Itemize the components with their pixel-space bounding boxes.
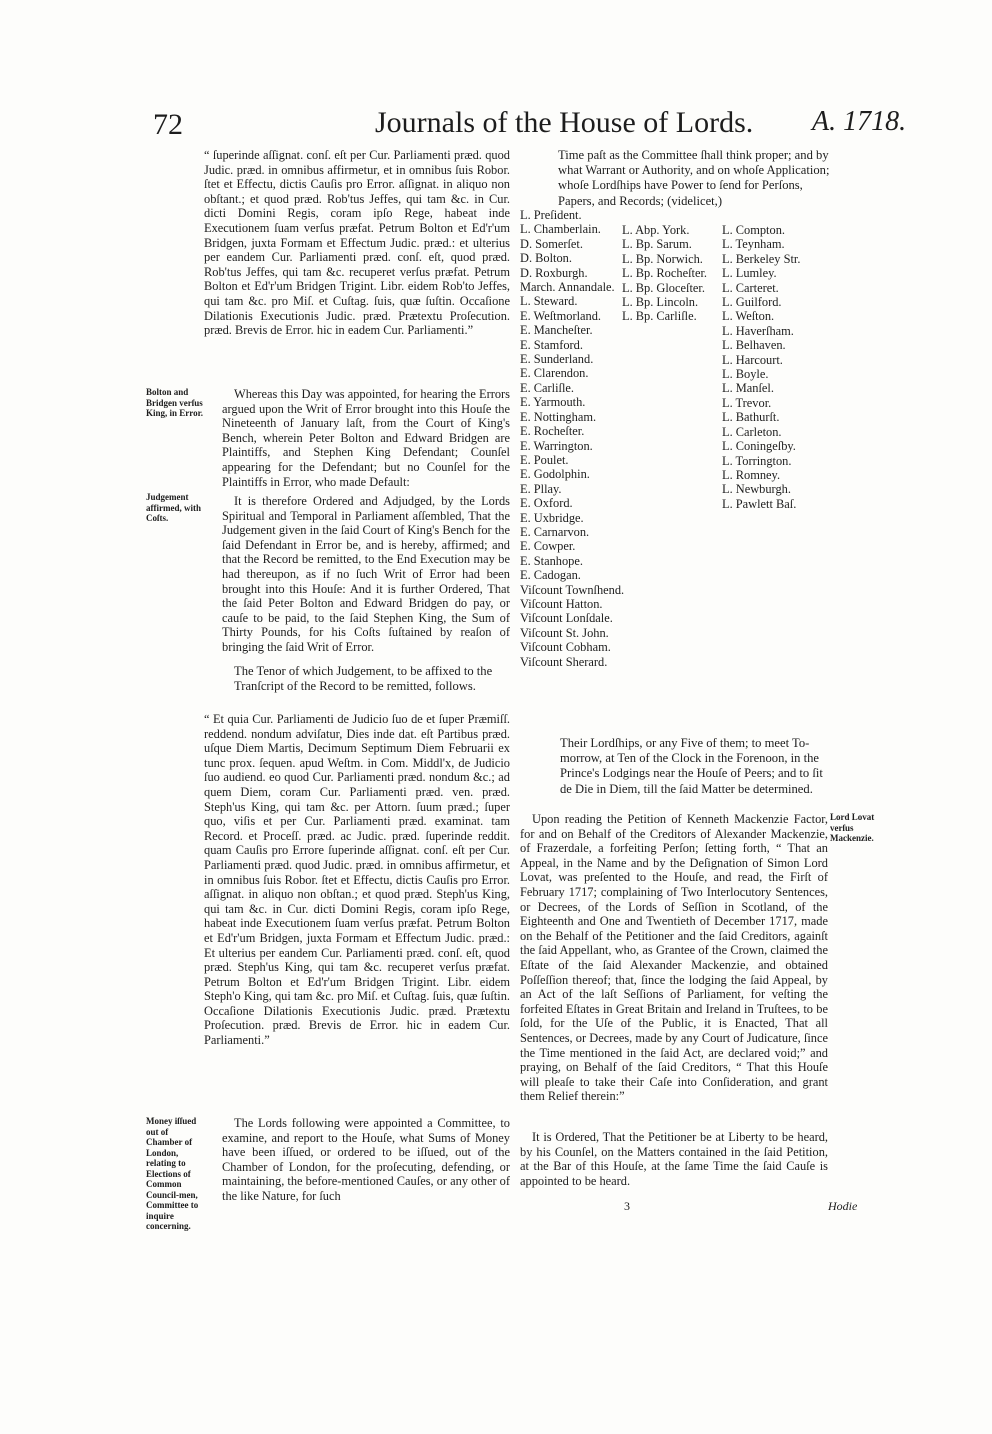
committee-member: L. Carleton. xyxy=(722,424,782,439)
committee-member: L. Romney. xyxy=(722,467,781,482)
committee-member: E. Mancheſter. xyxy=(520,323,593,338)
committee-member: L. Preſident. xyxy=(520,208,582,222)
para-ordered: It is therefore Ordered and Adjudged, by the Lords Spiritual and Temporal in Parliament aſſembled, That the Judgement given in the ſaid Court of King's Bench for the ſaid Defendant in Error be, and is hereby, affirmed; and that the Record be remitted, to the End Execution may be had thereupon, as if no ſuch Writ of Error had been brought into this Houſe: And it is further Ordered, That the ſaid Peter Bolton and Edward Bridgen do pay, or cauſe to be paid, to the ſaid Stephen King, the Sum of Thirty Pounds, for his Coſts ſuſtained by reaſon of bringing the ſaid Writ of Error. xyxy=(222,494,510,654)
committee-member: Viſcount St. John. xyxy=(520,625,609,640)
committee-member: D. Somerſet. xyxy=(520,236,583,251)
committee-member: L. Lumley. xyxy=(722,266,777,281)
committee-member: Viſcount Lonſdale. xyxy=(520,611,613,626)
committee-member: L. Bp. Sarum. xyxy=(622,237,692,252)
para-liberty: It is Ordered, That the Petitioner be at Liberty to be heard, by his Counſel, on the Matters contained in the ſaid Petition, at the Bar of this Houſe, at the ſame Time the ſaid Cauſe is appointed to be heard. xyxy=(520,1130,828,1188)
committee-member: E. Nottingham. xyxy=(520,409,597,424)
para-committee: The Lords following were appointed a Committee, to examine, and report to the Houſe, what Sums of Money have been iſſued, or ordered to be iſſued, out of the Chamber of London, for the proſecuting, defending, or maintaining, the before-mentioned Cauſes, or any other of the like Nature, for ſuch xyxy=(222,1116,510,1203)
committee-member: E. Godolphin. xyxy=(520,467,590,482)
committee-member: E. Rocheſter. xyxy=(520,424,585,439)
committee-member: E. Clarendon. xyxy=(520,366,589,381)
quote-king: “ Et quia Cur. Parliamenti de Judicio ſuo de et ſuper Præmiſſ. reddend. nondum adviſatur, Dies inde dat. eſt Partibus præd. uſque Diem Martis, Decimum Septimum Diem Februarii ex tunc prox. ſequen. apud Weſtm. in Com. Middl'x, de Judicio ſuo audiend. eo quod Cur. Parliamenti præd. nondum &c.; ad quem Diem, coram Cur. Parliamenti præd. ven. præd. Steph'us King, qui tam &c. per Attorn. ſuum præd.; ſuper quo, viſis et per Cur. Parliamenti præd. examinat. tam Record. et Proceſſ. præd. ac Judic. præd. ſuperinde reddit. quam Cauſis pro Errore ſuperinde aſſignat. conſ. eſt per Cur. Parliamenti præd. quod Judic. præd. in omnibus affirmetur, et in omnibus ſuis Robor. ſtet et Effectu, dictis Cauſis pro Error. aſſignat. in aliquo non obſtan.; et quod præd. Steph'us King, qui tam &c. in Cur. dicti Domini Regis, coram ipſo Rege, habeat inde Executionem ſuam verſus præfat. Petrum Bolton et Ed'r'um Bridgen, juxta Formam et Effectum Judic. præd.: Et ulterius per eandem Cur. Parliamenti præd. conſ. eſt, quod præd. Steph'us King, qui tam &c. recuperet verſus præfat. Petrum Bolton et Ed'r'um Bridgen Trigint. Libr. eidem Steph'o King, qui tam &c. pro Miſ. et Cuſtag. ſuis, quæ ſuſtin. Occaſione Dilationis Executionis Judic. præd. Prætextu Proſecution. præd. Brevis de Error. hic in eadem Cur. Parliamenti.” xyxy=(204,712,510,1048)
liberty-block xyxy=(520,1130,828,1188)
committee-member: L. Bp. Rocheſter. xyxy=(622,266,707,281)
meet-block xyxy=(530,736,830,797)
tenor-block xyxy=(204,664,510,694)
committee-member: L. Weſton. xyxy=(722,309,775,324)
committee-list-col1 xyxy=(520,208,632,669)
continuation-text: Time paſt as the Committee ſhall think proper; and by what Warrant or Authority, and on whoſe Application; whoſe Lordſhips have Power to ſend for Perſons, Papers, and Records; (videlicet,) xyxy=(558,148,830,208)
committee-member: L. Torrington. xyxy=(722,453,792,468)
committee-list-col3 xyxy=(722,223,832,511)
para-petition: Upon reading the Petition of Kenneth Mackenzie Factor, for and on Behalf of the Creditors of Alexander Mackenzie, of Frazerdale, a forfeiting Perſon; ſetting forth, “ That an Appeal, in the Name and by the Deſignation of Simon Lord Lovat, was preſented to the Houſe, and read, the Firſt of February 1717; complaining of Two Interlocutory Sentences, or Decrees, of the Lords of Seſſion in Scotland, of the Eighteenth and One and Twentieth of December 1717, made on the Behalf of the Petitioner and the ſaid Creditors, againſt the ſaid Appellant, who, as Grantee of the Crown, claimed the Eſtate of the ſaid Alexander Mackenzie, and obtained Poſſeſſion thereof; that, ſince the lodging the ſaid Appeal, by an Act of the laſt Seſſions of Parliament, for veſting the forfeited Eſtates in Great Britain and Ireland in Truſtees, to be ſold, for the Uſe of the Public, it is Enacted, That all Sentences, or Decrees, made by any Court of Judicature, ſince the Time mentioned in the ſaid Act, are declared void;” and praying, on Behalf of the ſaid Creditors, “ That this Houſe will pleaſe to take their Caſe into Conſideration, and grant them Relief therein:” xyxy=(520,812,828,1104)
committee-member: E. Cadogan. xyxy=(520,568,581,583)
committee-member: Viſcount Sherard. xyxy=(520,654,608,669)
left-column xyxy=(204,148,510,338)
committee-list-col2 xyxy=(622,223,732,324)
committee-member: E. Carliſle. xyxy=(520,380,575,395)
committee-member: E. Carnarvon. xyxy=(520,524,590,539)
signature-mark: 3 xyxy=(624,1199,630,1213)
tenor-heading: The Tenor of which Judgement, to be affixed to the Tranſcript of the Record to be remitted, follows. xyxy=(234,664,493,693)
committee-member: D. Roxburgh. xyxy=(520,265,588,280)
whereas-block xyxy=(222,387,510,489)
para-whereas: Whereas this Day was appointed, for hearing the Errors argued upon the Writ of Error brought into this Houſe the Nineteenth of January laſt, from the Court of King's Bench, wherein Peter Bolton and Edward Bridgen are Plaintiffs, and Stephen King Defendant; Counſel appearing for the Defendant; but no Counſel for the Plaintiffs in Error, who made Default: xyxy=(222,387,510,489)
quote-jeffes: “ ſuperinde aſſignat. conſ. eſt per Cur. Parliamenti præd. quod Judic. præd. in omnibus affirmetur, et in omnibus ſuis Robor. ſtet et Effectu, dictis Cauſis pro Error. aſſignat. in aliquo non obſtant.; et quod præd. Rob'tus Jeffes, qui tam &c. in Cur. dicti Domini Regis, coram ipſo Rege, habeat inde Executionem ſuam verſus præfat. Petrum Bolton et Ed'r'um Bridgen, juxta Formam et Effectum Judic. præd.: et ulterius per eandem Cur. Parliamenti præd. conſ. eſt, quod præd. Rob'tus Jeffes, qui tam &c. recuperet verſus præfat. Petrum Bolton et Ed'r'um Bridgen Trigint. Libr. eidem Rob'to Jeffes, qui tam &c. pro Miſ. et Cuſtag. ſuis, quæ ſuſtin. Occaſione Dilationis Executionis Judic. præd. Prætextu Proſecution. præd. Brevis de Error. hic in eadem Cur. Parliamenti.” xyxy=(204,148,510,338)
margin-note-bolton: Bolton and Bridgen verſus King, in Error. xyxy=(146,387,204,418)
committee-member: Viſcount Hatton. xyxy=(520,596,603,611)
committee-member: E. Warrington. xyxy=(520,438,593,453)
committee-member: L. Bp. Carliſle. xyxy=(622,309,697,324)
committee-member: E. Cowper. xyxy=(520,539,576,554)
committee-member: L. Bp. Gloceſter. xyxy=(622,280,705,295)
petition-block xyxy=(520,812,828,1104)
committee-member: Viſcount Townſhend. xyxy=(520,582,625,597)
running-title: Journals of the House of Lords. xyxy=(375,106,754,139)
committee-member: E. Poulet. xyxy=(520,452,569,467)
committee-member: L. Guilford. xyxy=(722,295,782,310)
committee-member: E. Oxford. xyxy=(520,496,573,511)
ordered-block xyxy=(222,494,510,655)
committee-member: D. Bolton. xyxy=(520,251,572,266)
committee-member: L. Boyle. xyxy=(722,367,769,382)
committee-member: E. Stanhope. xyxy=(520,553,583,568)
committee-block xyxy=(222,1116,510,1204)
committee-member: L. Chamberlain. xyxy=(520,222,601,237)
committee-member: L. Trevor. xyxy=(722,395,772,410)
committee-member: March. Annandale. xyxy=(520,280,615,295)
committee-member: L. Manſel. xyxy=(722,381,774,396)
committee-member: L. Haverſham. xyxy=(722,323,794,338)
committee-member: L. Harcourt. xyxy=(722,352,783,367)
margin-note-lovat: Lord Lovat verſus Mackenzie. xyxy=(830,812,875,843)
committee-member: L. Teynham. xyxy=(722,237,785,252)
committee-member: L. Bp. Norwich. xyxy=(622,251,703,266)
page-number: 72 xyxy=(153,108,183,141)
right-column-top xyxy=(520,148,830,209)
catchword: Hodie xyxy=(828,1199,858,1213)
committee-member: Viſcount Cobham. xyxy=(520,640,611,655)
margin-note-judgement: Judgement affirmed, with Coſts. xyxy=(146,492,201,523)
quote-main-block xyxy=(204,712,510,1048)
margin-note-money: Money iſſued out of Chamber of London, relating to Elections of Common Council-men, Committee to inquire concerning. xyxy=(146,1116,199,1231)
committee-member: E. Stamford. xyxy=(520,337,583,352)
committee-member: L. Bp. Lincoln. xyxy=(622,295,699,310)
committee-member: E. Uxbridge. xyxy=(520,510,584,525)
year: A. 1718. xyxy=(812,106,907,137)
committee-member: E. Weſtmorland. xyxy=(520,308,602,323)
committee-member: L. Pawlett Baſ. xyxy=(722,496,797,511)
page-header xyxy=(0,100,992,150)
committee-member: L. Belhaven. xyxy=(722,338,786,353)
committee-member: L. Compton. xyxy=(722,223,785,237)
committee-member: E. Sunderland. xyxy=(520,352,594,367)
committee-member: L. Bathurſt. xyxy=(722,410,780,425)
committee-member: L. Carteret. xyxy=(722,280,779,295)
committee-member: L. Abp. York. xyxy=(622,223,690,237)
committee-member: E. Yarmouth. xyxy=(520,395,586,410)
meet-text: Their Lordſhips, or any Five of them; to meet To-morrow, at Ten of the Clock in the Forenoon, in the Prince's Lodgings near the Houſe of Peers; and to ſit de Die in Diem, till the ſaid Matter be determined. xyxy=(560,736,823,796)
committee-member: L. Coningeſby. xyxy=(722,439,796,454)
committee-member: E. Pllay. xyxy=(520,481,562,496)
committee-member: L. Steward. xyxy=(520,294,578,309)
committee-member: L. Berkeley Str. xyxy=(722,251,801,266)
committee-member: L. Newburgh. xyxy=(722,482,791,497)
